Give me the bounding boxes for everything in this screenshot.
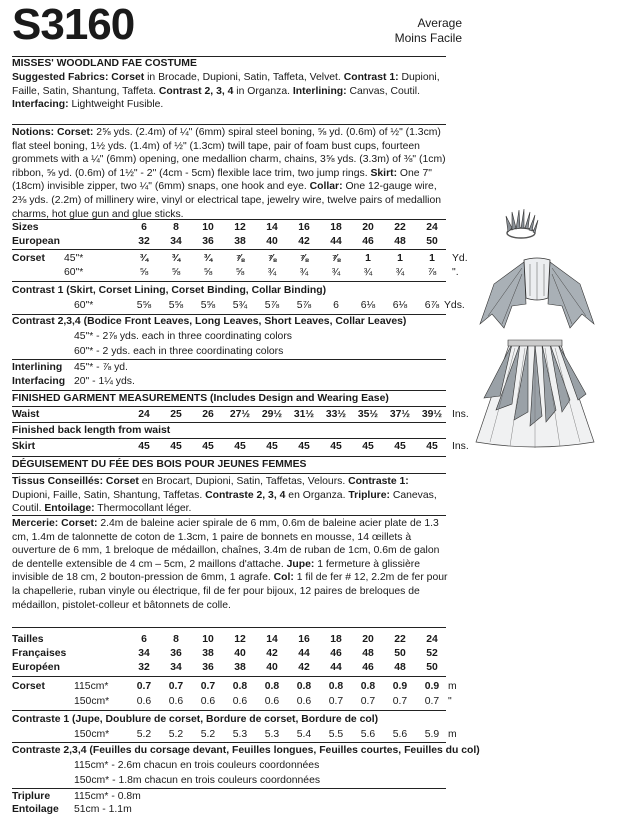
value-cell: 48 [362, 648, 374, 659]
unit-label: m [448, 681, 457, 692]
value-cell: 10 [202, 222, 214, 233]
value-cell: 45 [298, 441, 310, 452]
contrast1-label-text: Contrast 1 (Skirt, Corset Lining, Corset Binding, Collar Binding) [12, 285, 327, 296]
value-cell: 5⅝ [200, 300, 216, 311]
value-cell: ¾ [267, 267, 277, 278]
row-value: 51cm - 1.1m [74, 804, 132, 815]
text-run: One 7" (18cm) invisible zipper, two ¼" (6mm) snaps, one hook and eye. [12, 167, 432, 193]
value-cell: 5.6 [360, 729, 376, 740]
text-run: 1 fermeture à glissière invisible de 18 cm, 2 bouton-pression de 6mm, 1 agrafe. [12, 558, 421, 584]
value-cell: 5.4 [296, 729, 312, 740]
difficulty-en: Average [417, 16, 462, 30]
text-run: Lightweight Fusible. [68, 99, 164, 111]
unit-label: m [448, 729, 457, 740]
value-cell: 34 [138, 648, 150, 659]
value-cell: 44 [298, 648, 310, 659]
value-cell: 0.7 [392, 696, 408, 707]
value-cell: ⅞ [331, 253, 341, 264]
row-label: Entoilage [12, 804, 59, 815]
value-cell: 0.6 [136, 696, 152, 707]
bold-lead: Collar: [309, 181, 343, 193]
value-cell: 0.8 [360, 681, 376, 692]
row-label: Sizes [12, 222, 39, 233]
value-cell: 10 [202, 634, 214, 645]
value-cell: 45 [138, 441, 150, 452]
notions-fr [12, 517, 452, 612]
row-label: Tailles [12, 634, 44, 645]
value-cell: ⅝ [203, 267, 213, 278]
value-cell: 20 [362, 222, 374, 233]
value-cell: 0.6 [232, 696, 248, 707]
value-cell: 5.3 [232, 729, 248, 740]
divider [12, 627, 446, 628]
value-cell: 0.9 [392, 681, 408, 692]
value-cell: 0.7 [424, 696, 440, 707]
value-cell: 42 [266, 648, 278, 659]
value-cell: 45 [234, 441, 246, 452]
skirt-illustration [470, 338, 600, 453]
value-cell: 12 [234, 634, 246, 645]
value-cell: 14 [266, 222, 278, 233]
value-cell: 37½ [389, 409, 411, 420]
value-cell: ⅞ [299, 253, 309, 264]
value-cell: 45 [202, 441, 214, 452]
divider [12, 249, 446, 250]
unit-label: Yd. [452, 253, 468, 264]
value-cell: ¾ [363, 267, 373, 278]
unit-label: " [448, 696, 452, 707]
row-label: Françaises [12, 648, 67, 659]
value-cell: 26 [202, 409, 214, 420]
value-cell: 0.7 [360, 696, 376, 707]
fabrics-en [12, 71, 448, 112]
value-cell: 0.7 [168, 681, 184, 692]
bold-lead: Mercerie: Corset: [12, 518, 98, 529]
text-run: 1 fil de fer # 12, 2.2m de fer pour la chapellerie, ruban vinyle ou électrique, fil de fer pour bijoux, 12 paires de breloques de médaillon, pistolet-colleur et bâtonnets de colle. [12, 572, 448, 611]
unit-label: Ins. [452, 441, 469, 452]
value-cell: 0.7 [136, 681, 152, 692]
bold-lead: Col: [273, 572, 294, 584]
text-run: in Brocade, Dupioni, Satin, Taffeta, Velvet. [144, 72, 344, 83]
contrast234-line-text: 150cm* - 1.8m chacun en trois couleurs coordonnées [74, 775, 321, 786]
contrast234-line-text: 115cm* - 2.6m chacun en trois couleurs coordonnées [74, 760, 320, 771]
value-cell: 1 [429, 253, 435, 264]
value-cell: 45 [394, 441, 406, 452]
divider [12, 438, 446, 439]
value-cell: 5⅞ [296, 300, 312, 311]
value-cell: 24 [138, 409, 150, 420]
row-value: 45"* - ⅞ yd. [74, 362, 128, 373]
value-cell: 31½ [293, 409, 315, 420]
value-cell: 32 [138, 662, 150, 673]
value-cell: 33½ [325, 409, 347, 420]
bold-lead: Skirt: [370, 167, 398, 179]
value-cell: 0.9 [424, 681, 440, 692]
bold-lead: Entoilage: [44, 503, 95, 515]
value-cell: 0.6 [168, 696, 184, 707]
bold-lead: Suggested Fabrics: Corset [12, 72, 145, 83]
value-cell: 42 [298, 236, 310, 247]
value-cell: 22 [394, 634, 406, 645]
value-cell: 46 [362, 662, 374, 673]
value-cell: 5⅝ [168, 300, 184, 311]
value-cell: 52 [426, 648, 438, 659]
unit-label: Ins. [452, 409, 469, 420]
text-run: in Organza. [233, 85, 293, 97]
value-cell: 5.9 [424, 729, 440, 740]
divider [12, 422, 446, 423]
fabric-width: 45"* [64, 253, 84, 264]
value-cell: 5⅞ [264, 300, 280, 311]
value-cell: 36 [202, 236, 214, 247]
value-cell: 27½ [229, 409, 251, 420]
value-cell: ¾ [171, 253, 181, 264]
value-cell: 6⅛ [360, 300, 376, 311]
value-cell: 0.8 [232, 681, 248, 692]
text-run: 2.4m de baleine acier spirale de 6 mm, 0.6m de baleine acier plate de 1.3 cm, 1.4m de talonnette de coton de 1.3cm, 1 paire de bonnets en mousse, 14 œillets à ouverture de 6 mm, 1 breloque de médaillon, chaînes, 3.4m de ruban de 1cm, 0.6m de galon de dentelle extensible de 4 cm – 5cm, 2 maillons d'attache. [12, 518, 440, 570]
value-cell: ¾ [139, 253, 149, 264]
bold-lead: Contrast 2, 3, 4 [158, 85, 234, 97]
value-cell: 46 [362, 236, 374, 247]
row-label: Interlining [12, 362, 63, 373]
value-cell: 6 [333, 300, 339, 311]
text-run: Canevas, Coutil. [12, 489, 437, 515]
row-value: 20" - 1¼ yds. [74, 376, 135, 387]
value-cell: 45 [170, 441, 182, 452]
value-cell: ⅝ [139, 267, 149, 278]
value-cell: 24 [426, 634, 438, 645]
value-cell: 6⅛ [392, 300, 408, 311]
divider [12, 281, 446, 282]
contrast234-line-text: 60"* - 2 yds. each in three coordinating colors [74, 346, 284, 357]
contrast234-label-text: Contrast 2,3,4 (Bodice Front Leaves, Long Leaves, Short Leaves, Collar Leaves) [12, 316, 407, 327]
value-cell: ⅞ [427, 267, 437, 278]
unit-label: ". [452, 267, 459, 278]
value-cell: 16 [298, 634, 310, 645]
contrast234-label-text: Contraste 2,3,4 (Feuilles du corsage devant, Feuilles longues, Feuilles courtes, Feuilles du col) [12, 745, 480, 756]
value-cell: 6 [141, 634, 147, 645]
value-cell: 5.6 [392, 729, 408, 740]
value-cell: 5.2 [200, 729, 216, 740]
value-cell: 40 [266, 236, 278, 247]
value-cell: 5⅝ [136, 300, 152, 311]
value-cell: 5.5 [328, 729, 344, 740]
text-run: en Brocart, Dupioni, Satin, Taffetas, Velours. [138, 476, 349, 487]
value-cell: 5.3 [264, 729, 280, 740]
value-cell: 35½ [357, 409, 379, 420]
value-cell: 14 [266, 634, 278, 645]
fabric-width: 150cm* [74, 729, 110, 740]
row-value: 115cm* - 0.8m [74, 791, 141, 802]
text-run: 2⅝ yds. (2.4m) of ¼" (6mm) spiral steel boning, ⅝ yd. (0.6m) of ½" (1.3cm) flat steel boning, 1½ yds. (1.4m) of ½" (1.3cm) twill tape, pair of foam bust cups, fourteen grommets with a ¼" (6mm) opening, one medallion charm, chains, 3⅝ yds. (3.3m) of ⅜" (1cm) ribbon, ⅝ yd. (0.6m) of 1½" - 2" (4cm - 5cm) flexible lace trim, two jump rings. [12, 127, 446, 179]
text-run: One 12-gauge wire, 2⅜ yds. (2.2m) of millinery wire, vinyl or electrical tape, jewelry wire, twelve pairs of medallion charms, hot glue gun and glue sticks. [12, 181, 442, 220]
text-run: en Organza. [285, 489, 349, 501]
value-cell: 8 [173, 634, 179, 645]
value-cell: ⅝ [235, 267, 245, 278]
row-label: Corset [12, 681, 45, 692]
divider [12, 710, 446, 711]
difficulty-label [395, 16, 462, 46]
value-cell: 48 [394, 662, 406, 673]
contrast1-label-text: Contraste 1 (Jupe, Doublure de corset, Bordure de corset, Bordure de col) [12, 714, 379, 725]
value-cell: 36 [202, 662, 214, 673]
fgm-label-text: FINISHED GARMENT MEASUREMENTS (Includes Design and Wearing Ease) [12, 393, 389, 404]
value-cell: 8 [173, 222, 179, 233]
value-cell: 6 [141, 222, 147, 233]
value-cell: 0.6 [296, 696, 312, 707]
divider [12, 390, 446, 391]
value-cell: 0.7 [328, 696, 344, 707]
bodice-wings-illustration [474, 254, 600, 338]
value-cell: 0.6 [200, 696, 216, 707]
value-cell: 44 [330, 236, 342, 247]
row-label: Européen [12, 662, 60, 673]
section-title-en: MISSES' WOODLAND FAE COSTUME [12, 58, 197, 69]
value-cell: 45 [426, 441, 438, 452]
value-cell: 50 [426, 662, 438, 673]
value-cell: 45 [362, 441, 374, 452]
value-cell: 0.6 [264, 696, 280, 707]
divider [12, 359, 446, 360]
value-cell: 5¾ [232, 300, 248, 311]
back-length-label-text: Finished back length from waist [12, 425, 171, 436]
value-cell: 12 [234, 222, 246, 233]
divider [12, 219, 446, 220]
value-cell: 16 [298, 222, 310, 233]
bold-lead: Contraste 2, 3, 4 [205, 489, 286, 501]
row-label: Triplure [12, 791, 51, 802]
difficulty-fr: Moins Facile [394, 31, 462, 45]
row-label: Interfacing [12, 376, 66, 387]
row-label: European [12, 236, 60, 247]
fabrics-fr [12, 475, 448, 516]
value-cell: 1 [365, 253, 371, 264]
value-cell: 1 [397, 253, 403, 264]
collar-illustration [500, 208, 542, 242]
bold-lead: Contrast 1: [343, 72, 399, 83]
value-cell: 25 [170, 409, 182, 420]
divider [12, 456, 446, 457]
value-cell: 44 [330, 662, 342, 673]
fabric-width: 150cm* [74, 696, 110, 707]
value-cell: 39½ [421, 409, 443, 420]
text-run: Canvas, Coutil. [346, 85, 420, 97]
value-cell: 48 [394, 236, 406, 247]
value-cell: 0.8 [296, 681, 312, 692]
fabric-width: 60"* [74, 300, 94, 311]
value-cell: ¾ [331, 267, 341, 278]
value-cell: 38 [234, 662, 246, 673]
value-cell: 24 [426, 222, 438, 233]
contrast234-line-text: 45"* - 2⅞ yds. each in three coordinating colors [74, 331, 292, 342]
value-cell: 6⅞ [424, 300, 440, 311]
value-cell: 38 [234, 236, 246, 247]
text-run: Thermocollant léger. [94, 503, 192, 515]
row-label: Skirt [12, 441, 36, 452]
fabric-width: 115cm* [74, 681, 109, 692]
value-cell: 32 [138, 236, 150, 247]
value-cell: 34 [170, 236, 182, 247]
value-cell: ⅞ [235, 253, 245, 264]
bold-lead: Interlining: [292, 85, 347, 97]
bold-lead: Contraste 1: [348, 476, 409, 487]
value-cell: 0.8 [264, 681, 280, 692]
value-cell: ¾ [395, 267, 405, 278]
value-cell: 42 [298, 662, 310, 673]
value-cell: 22 [394, 222, 406, 233]
value-cell: 45 [266, 441, 278, 452]
text-run: Dupioni, Faille, Satin, Shantung, Taffeta. [12, 72, 440, 97]
value-cell: ¾ [203, 253, 213, 264]
value-cell: 5.2 [136, 729, 152, 740]
value-cell: 36 [170, 648, 182, 659]
value-cell: 29½ [261, 409, 283, 420]
value-cell: 20 [362, 634, 374, 645]
divider [12, 124, 446, 125]
row-label: Corset [12, 253, 45, 264]
value-cell: 50 [394, 648, 406, 659]
notions-en [12, 126, 448, 221]
fabric-width: 60"* [64, 267, 84, 278]
value-cell: 34 [170, 662, 182, 673]
value-cell: 18 [330, 634, 342, 645]
value-cell: 0.7 [200, 681, 216, 692]
value-cell: 0.8 [328, 681, 344, 692]
bold-lead: Notions: Corset: [12, 127, 94, 138]
unit-label: Yds. [444, 300, 465, 311]
pattern-number: S3160 [12, 0, 135, 49]
value-cell: 40 [234, 648, 246, 659]
value-cell: ⅞ [267, 253, 277, 264]
text-run: Dupioni, Faille, Satin, Shantung, Taffetas. [12, 489, 206, 501]
bold-lead: Jupe: [286, 558, 315, 570]
value-cell: 45 [330, 441, 342, 452]
divider [12, 742, 446, 743]
value-cell: 40 [266, 662, 278, 673]
value-cell: 18 [330, 222, 342, 233]
value-cell: 46 [330, 648, 342, 659]
bold-lead: Triplure: [348, 489, 390, 501]
bold-lead: Interfacing: [12, 99, 69, 111]
section-title-fr: DÉGUISEMENT DU FÉE DES BOIS POUR JEUNES FEMMES [12, 459, 307, 470]
value-cell: 5.2 [168, 729, 184, 740]
divider [12, 473, 446, 474]
divider [12, 676, 446, 677]
divider [12, 406, 446, 407]
row-label: Waist [12, 409, 40, 420]
bold-lead: Tissus Conseillés: Corset [12, 476, 139, 487]
value-cell: 50 [426, 236, 438, 247]
value-cell: ¾ [299, 267, 309, 278]
divider [12, 515, 446, 516]
value-cell: 38 [202, 648, 214, 659]
value-cell: ⅝ [171, 267, 181, 278]
divider [12, 788, 446, 789]
